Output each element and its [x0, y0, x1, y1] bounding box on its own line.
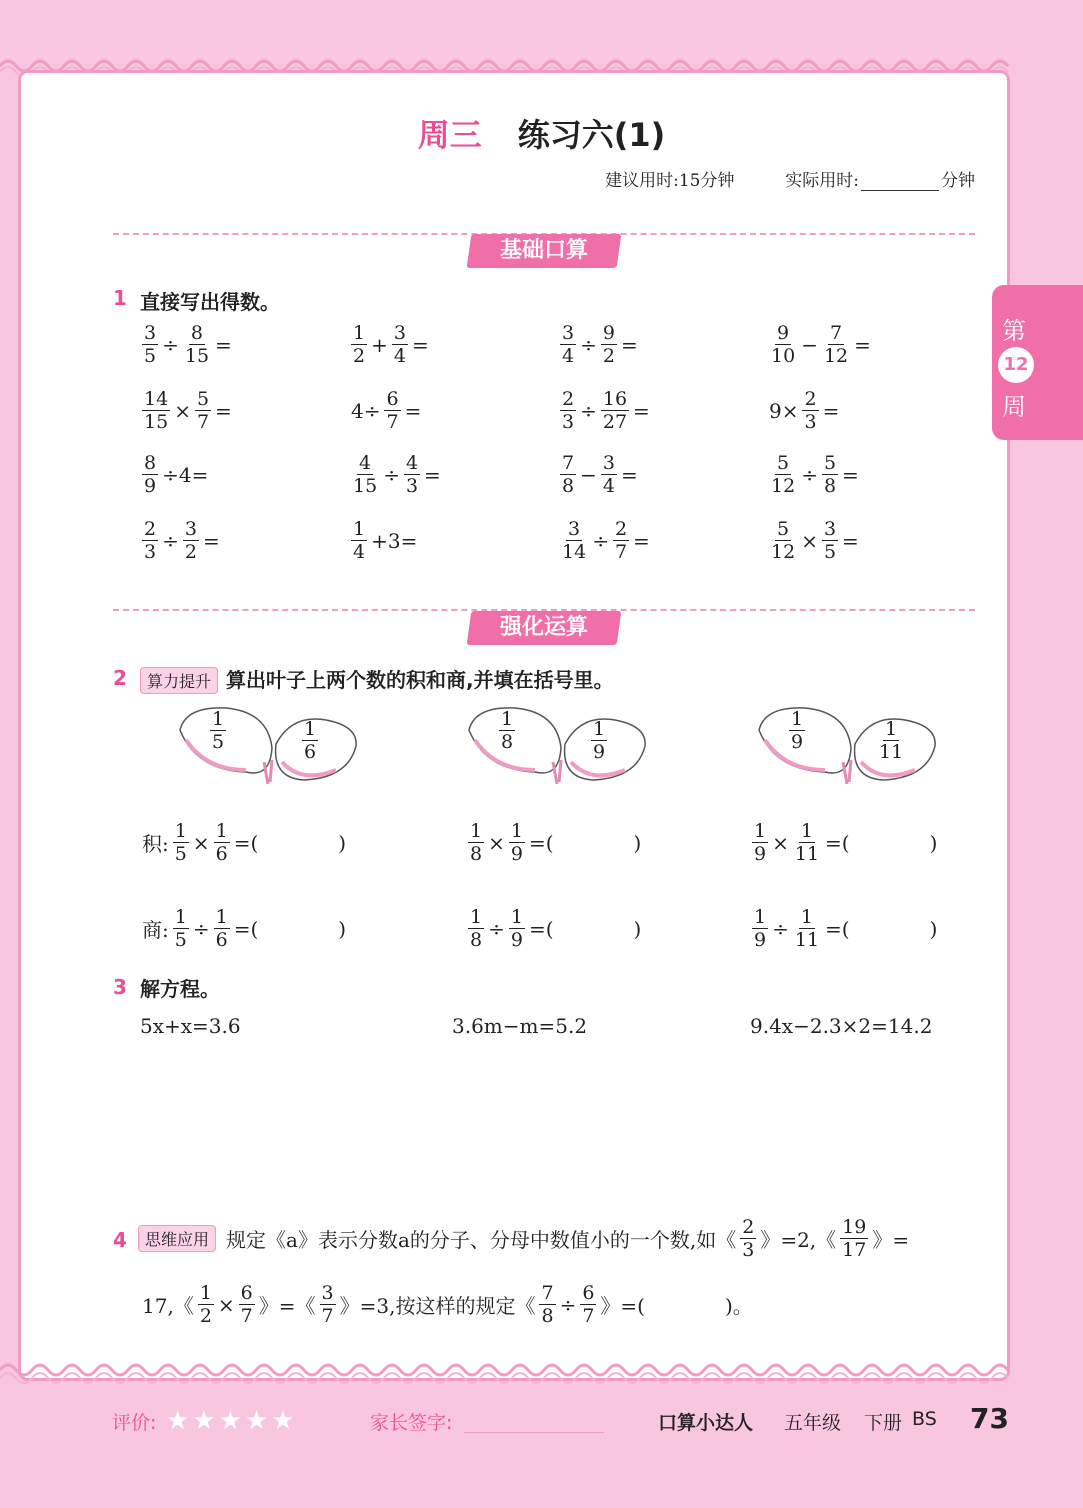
operator-text: + [371, 332, 388, 357]
suggested-time: 建议用时:15分钟 [605, 171, 735, 191]
arithmetic-problem [767, 322, 873, 367]
operator-text: ÷ [162, 528, 179, 553]
numerator: 14 [144, 388, 169, 410]
numerator: 1 [304, 718, 317, 740]
operator-text: ÷ [162, 332, 179, 357]
actual-time-unit: 分钟 [941, 171, 975, 191]
numerator: 7 [830, 322, 843, 344]
equation: 5x+x=3.6 [140, 1014, 241, 1038]
fraction [173, 906, 189, 951]
denominator: 9 [510, 929, 523, 951]
fraction [351, 452, 379, 497]
operator-text: 规定《a》表示分数a的分子、分母中数值小的一个数,如《 [226, 1228, 737, 1252]
arithmetic-problem [349, 322, 431, 367]
fraction [509, 820, 525, 865]
leaf-number [208, 708, 228, 753]
operator-text: = [620, 462, 638, 487]
operator-text: × [192, 830, 210, 855]
numerator: 1 [199, 1282, 212, 1304]
numerator: 5 [777, 518, 790, 540]
fraction [560, 322, 576, 367]
operator-text: 9× [769, 398, 799, 423]
operator-text: ÷ [772, 916, 789, 941]
section-tag-basic: 基础口算 [467, 234, 622, 268]
product-problem [466, 820, 643, 865]
denominator: 11 [794, 843, 820, 865]
operator-text: × [801, 528, 818, 553]
denominator: 11 [794, 929, 820, 951]
equation: 9.4x−2.3×2=14.2 [750, 1014, 933, 1038]
denominator: 3 [742, 1239, 755, 1261]
denominator: 4 [353, 541, 366, 563]
fraction [793, 906, 821, 951]
question-text: 解方程。 [140, 977, 220, 1001]
operator-text: = [424, 462, 441, 487]
denominator: 2 [353, 345, 366, 367]
denominator: 9 [754, 929, 767, 951]
operator-text: − [801, 332, 818, 357]
numerator: 1 [501, 708, 514, 730]
denominator: 8 [541, 1305, 554, 1327]
fraction [142, 322, 158, 367]
arithmetic-problem [558, 452, 640, 497]
leaf-drawing [465, 700, 655, 790]
numerator: 9 [777, 322, 790, 344]
operator-text: − [580, 462, 597, 487]
fraction [142, 388, 170, 433]
fraction [351, 322, 367, 367]
fraction [802, 388, 818, 433]
denominator: 2 [199, 1305, 212, 1327]
denominator: 15 [184, 345, 210, 367]
operator-text: 17,《 [142, 1294, 194, 1318]
operator-text: =( [233, 830, 259, 855]
section-tag-advanced: 强化运算 [467, 611, 622, 645]
operator-text: ÷ [383, 462, 400, 487]
question-number: 3 [113, 975, 127, 999]
fraction [142, 452, 158, 497]
numerator: 1 [593, 718, 606, 740]
numerator: 3 [562, 322, 575, 344]
operator-text: ) [338, 830, 347, 855]
operator-text: =( [825, 916, 850, 941]
operator-text: = [633, 398, 650, 423]
arithmetic-problem [349, 452, 443, 497]
denominator: 6 [304, 741, 317, 763]
leaf-number [589, 718, 609, 763]
operator-text: ÷ [801, 462, 818, 487]
quotient-problem [750, 906, 939, 951]
operator-text: = [215, 332, 232, 357]
operator-text: =( [528, 916, 554, 941]
numerator: 1 [174, 820, 187, 842]
denominator: 7 [386, 411, 399, 433]
fraction [214, 906, 230, 951]
fraction [302, 718, 318, 763]
operator-text: 》=2,《 [760, 1228, 837, 1252]
operator-text: 4÷ [351, 398, 381, 423]
denominator: 2 [602, 345, 615, 367]
fraction [789, 708, 805, 753]
question-text: 算力提升 算出叶子上两个数的积和商,并填在括号里。 [140, 664, 614, 694]
numerator: 3 [393, 322, 406, 344]
operator-text: × [217, 1292, 235, 1317]
q4-line2 [140, 1282, 755, 1327]
fraction [468, 906, 484, 951]
time-info [605, 166, 975, 191]
numerator: 6 [386, 388, 399, 410]
numerator: 5 [823, 452, 837, 474]
denominator: 12 [823, 345, 849, 367]
arithmetic-problem [767, 452, 861, 497]
operator-text: ÷ [192, 916, 210, 941]
denominator: 27 [602, 411, 628, 433]
denominator: 9 [144, 475, 157, 497]
fraction [822, 452, 838, 497]
operator-text: )。 [724, 1294, 753, 1318]
operator-text: × [772, 830, 789, 855]
denominator: 9 [754, 843, 767, 865]
operator-text: =( [825, 830, 850, 855]
denominator: 6 [215, 929, 228, 951]
operator-text: ÷ [580, 332, 597, 357]
fraction [183, 322, 211, 367]
denominator: 2 [184, 541, 197, 563]
numerator: 2 [562, 388, 575, 410]
operator-text: = [404, 398, 422, 423]
exercise-title: 练习六(1) [517, 116, 666, 154]
product-label: 积: [142, 832, 169, 856]
rating-label: 评价: [112, 1412, 157, 1434]
leaf-number [875, 718, 907, 763]
numerator: 7 [541, 1282, 554, 1304]
numerator: 4 [405, 452, 419, 474]
denominator: 11 [879, 741, 904, 763]
numerator: 1 [754, 820, 767, 842]
denominator: 8 [470, 843, 483, 865]
fraction [173, 820, 189, 865]
fraction [142, 518, 158, 563]
operator-text: =( [233, 916, 259, 941]
arithmetic-problem [140, 322, 234, 367]
denominator: 8 [470, 929, 483, 951]
fraction [351, 518, 367, 563]
arithmetic-problem [558, 518, 652, 563]
numerator: 3 [568, 518, 581, 540]
page-title [0, 110, 1083, 156]
fraction [740, 1216, 756, 1261]
fraction [822, 322, 850, 367]
denominator: 7 [582, 1305, 595, 1327]
fraction [560, 518, 588, 563]
numerator: 16 [602, 388, 628, 410]
week-suffix: 周 [1002, 393, 1026, 421]
operator-text: 》=( [600, 1294, 645, 1318]
operator-text: = [633, 528, 650, 553]
fraction [404, 452, 420, 497]
leaf-drawing [176, 700, 366, 790]
arithmetic-problem [140, 518, 222, 563]
operator-text: 》=3,按这样的规定《 [339, 1294, 536, 1318]
fraction [499, 708, 515, 753]
numerator: 4 [359, 452, 372, 474]
arithmetic-problem [558, 388, 652, 433]
operator-text: 》=《 [258, 1294, 316, 1318]
product-problem [750, 820, 939, 865]
footer [112, 1402, 1012, 1448]
numerator: 3 [602, 452, 615, 474]
skill-badge: 思维应用 [138, 1225, 216, 1252]
page-number: 73 [970, 1402, 1009, 1435]
operator-text: ) [929, 830, 938, 855]
numerator: 1 [754, 906, 767, 928]
numerator: 2 [144, 518, 157, 540]
quotient-problem [466, 906, 643, 951]
denominator: 6 [215, 843, 228, 865]
numerator: 1 [800, 820, 813, 842]
denominator: 8 [562, 475, 575, 497]
denominator: 5 [174, 843, 187, 865]
arithmetic-problem [349, 388, 423, 433]
fraction [840, 1216, 868, 1261]
denominator: 5 [823, 541, 837, 563]
fraction [210, 708, 226, 753]
denominator: 9 [593, 741, 606, 763]
arithmetic-problem [140, 452, 210, 497]
operator-text: × [174, 398, 191, 423]
numerator: 5 [196, 388, 210, 410]
operator-text: 》= [872, 1228, 910, 1252]
numerator: 1 [215, 820, 228, 842]
denominator: 4 [602, 475, 615, 497]
fraction [468, 820, 484, 865]
operator-text: =( [528, 830, 554, 855]
product-problem [140, 820, 348, 865]
operator-text: ÷ [592, 528, 609, 553]
leaf-drawing [755, 700, 945, 790]
operator-text: +3= [371, 528, 418, 553]
numerator: 3 [144, 322, 157, 344]
operator-text: ÷4= [162, 462, 209, 487]
numerator: 1 [353, 518, 366, 540]
operator-text: = [822, 398, 840, 423]
denominator: 12 [771, 475, 796, 497]
numerator: 8 [144, 452, 157, 474]
numerator: 1 [215, 906, 228, 928]
numerator: 19 [842, 1216, 867, 1238]
quotient-problem [140, 906, 348, 951]
denominator: 17 [842, 1239, 867, 1261]
leaf-number [497, 708, 517, 753]
operator-text: ÷ [580, 398, 597, 423]
numerator: 1 [800, 906, 813, 928]
numerator: 2 [742, 1216, 755, 1238]
fraction [769, 518, 797, 563]
denominator: 5 [174, 929, 187, 951]
week-side-tab [992, 285, 1083, 440]
operator-text: = [842, 462, 859, 487]
operator-text: ÷ [488, 916, 505, 941]
denominator: 7 [240, 1305, 253, 1327]
skill-badge: 算力提升 [140, 667, 218, 694]
numerator: 3 [184, 518, 197, 540]
fraction [183, 518, 199, 563]
rating-stars[interactable]: ★★★★★ [166, 1406, 298, 1436]
fraction [214, 820, 230, 865]
numerator: 2 [614, 518, 628, 540]
fraction [793, 820, 821, 865]
numerator: 7 [562, 452, 575, 474]
fraction [560, 388, 576, 433]
numerator: 1 [174, 906, 187, 928]
operator-text: × [488, 830, 505, 855]
denominator: 8 [823, 475, 837, 497]
bottom-wave-border [0, 1360, 1083, 1388]
fraction [601, 322, 617, 367]
fraction [877, 718, 905, 763]
leaf-number [300, 718, 320, 763]
denominator: 9 [510, 843, 523, 865]
numerator: 1 [353, 322, 366, 344]
arithmetic-problem [558, 322, 640, 367]
operator-text: = [620, 332, 638, 357]
operator-text: = [842, 528, 859, 553]
numerator: 3 [823, 518, 837, 540]
denominator: 5 [144, 345, 157, 367]
fraction [198, 1282, 214, 1327]
operator-text: = [202, 528, 220, 553]
fraction [509, 906, 525, 951]
denominator: 3 [562, 411, 575, 433]
numerator: 2 [804, 388, 817, 410]
denominator: 8 [501, 731, 514, 753]
fraction [769, 322, 797, 367]
q4-line1 [138, 1216, 911, 1261]
numerator: 1 [791, 708, 804, 730]
question-text: 直接写出得数。 [140, 290, 280, 314]
denominator: 7 [196, 411, 210, 433]
volume: 下册 [864, 1412, 903, 1434]
fraction [822, 518, 838, 563]
numerator: 1 [212, 708, 225, 730]
question-number: 4 [113, 1228, 127, 1252]
leaf-pair [465, 700, 655, 790]
denominator: 10 [771, 345, 796, 367]
leaf-pair [755, 700, 945, 790]
numerator: 8 [190, 322, 203, 344]
denominator: 15 [144, 411, 169, 433]
operator-text: = [854, 332, 871, 357]
fraction [580, 1282, 596, 1327]
operator-text: ) [338, 916, 347, 941]
numerator: 1 [885, 718, 898, 740]
fraction [752, 906, 768, 951]
question-number: 1 [113, 286, 127, 310]
numerator: 1 [510, 820, 523, 842]
fraction [752, 820, 768, 865]
book-title: 口算小达人 [658, 1412, 754, 1434]
numerator: 6 [240, 1282, 253, 1304]
arithmetic-problem [767, 388, 841, 433]
arithmetic-problem [349, 518, 419, 563]
fraction [601, 452, 617, 497]
operator-text: = [411, 332, 429, 357]
denominator: 3 [804, 411, 817, 433]
fraction [384, 388, 400, 433]
week-number-badge: 12 [998, 347, 1034, 383]
fraction [392, 322, 408, 367]
quotient-label: 商: [142, 918, 169, 942]
actual-time-field[interactable] [861, 174, 939, 191]
numerator: 1 [470, 906, 483, 928]
fraction [769, 452, 797, 497]
fraction [560, 452, 576, 497]
operator-text: ) [633, 916, 642, 941]
denominator: 5 [212, 731, 225, 753]
fraction [601, 388, 629, 433]
question-number: 2 [113, 666, 127, 690]
day-label: 周三 [417, 116, 482, 154]
operator-text: ) [633, 830, 642, 855]
numerator: 1 [470, 820, 483, 842]
fraction [613, 518, 629, 563]
arithmetic-problem [140, 388, 234, 433]
denominator: 7 [321, 1305, 334, 1327]
actual-time-label: 实际用时: [785, 171, 859, 191]
grade: 五年级 [784, 1412, 842, 1434]
numerator: 6 [582, 1282, 595, 1304]
denominator: 9 [791, 731, 804, 753]
edition: BS [912, 1408, 937, 1430]
fraction [320, 1282, 336, 1327]
denominator: 7 [614, 541, 628, 563]
numerator: 5 [777, 452, 790, 474]
arithmetic-problem [767, 518, 861, 563]
leaf-pair [176, 700, 366, 790]
fraction [591, 718, 607, 763]
equation: 3.6m−m=5.2 [452, 1014, 588, 1038]
numerator: 3 [321, 1282, 334, 1304]
denominator: 3 [405, 475, 419, 497]
fraction [195, 388, 211, 433]
operator-text: ) [929, 916, 938, 941]
denominator: 12 [771, 541, 796, 563]
fraction [539, 1282, 555, 1327]
operator-text: = [215, 398, 232, 423]
parent-sign-label: 家长签字: [370, 1412, 453, 1434]
leaf-number [787, 708, 807, 753]
fraction [239, 1282, 255, 1327]
numerator: 9 [602, 322, 615, 344]
denominator: 4 [393, 345, 406, 367]
week-prefix: 第 [1002, 317, 1026, 345]
denominator: 14 [562, 541, 587, 563]
denominator: 3 [144, 541, 157, 563]
denominator: 4 [562, 345, 575, 367]
parent-sign-field[interactable] [464, 1432, 604, 1433]
numerator: 1 [510, 906, 523, 928]
denominator: 15 [353, 475, 378, 497]
operator-text: ÷ [559, 1292, 577, 1317]
